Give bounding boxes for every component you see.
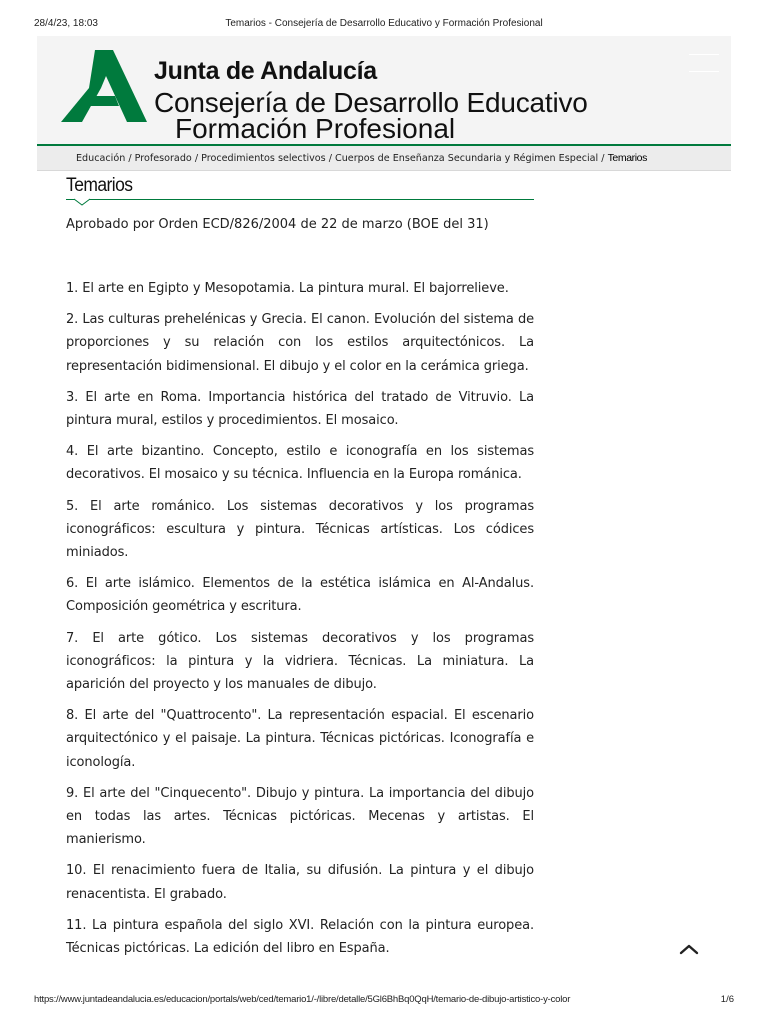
department-subtitle: Formación Profesional — [175, 113, 456, 144]
breadcrumb-current: Temarios — [607, 152, 647, 164]
breadcrumb-item-procedimientos[interactable]: Procedimientos selectivos — [201, 153, 326, 164]
print-page-number: 1/6 — [720, 994, 734, 1005]
topic-item: 3. El arte en Roma. Importancia histórica del tratado de Vitruvio. La pintura mural, estilos y procedimientos. El mosaico. — [66, 389, 534, 429]
site-banner — [37, 36, 731, 144]
topic-item: 1. El arte en Egipto y Mesopotamia. La pintura mural. El bajorrelieve. — [66, 281, 509, 296]
topics-list — [66, 277, 534, 968]
topic-item: 7. El arte gótico. Los sistemas decorativos y los programas iconográficos: la pintura y la vidriera. Técnicas. La miniatura. La aparición del proyecto y los manuales de dibujo. — [66, 630, 534, 693]
title-underline — [66, 199, 534, 200]
print-footer — [0, 994, 768, 1008]
menu-icon-bar-2 — [689, 71, 719, 72]
topic-item: 11. La pintura española del siglo XVI. Relación con la pintura europea. Técnicas pictóricas. La edición del libro en España. — [66, 917, 534, 957]
department-name: Consejería de Desarrollo Educativo — [154, 87, 588, 118]
print-date: 28/4/23, 18:03 — [34, 18, 98, 29]
print-title: Temarios - Consejería de Desarrollo Educativo y Formación Profesional — [225, 18, 543, 29]
print-header — [0, 18, 768, 32]
brand-name: Junta de Andalucía — [154, 57, 377, 85]
topic-item: 8. El arte del "Quattrocento". La representación espacial. El escenario arquitectónico y el paisaje. La pintura. Técnicas pictóricas. Iconografía e iconología. — [66, 708, 534, 770]
page-title: Temarios — [66, 175, 133, 196]
topic-item: 5. El arte románico. Los sistemas decorativos y los programas iconográficos: escultura y pintura. Técnicas artísticas. Los códices miniados. — [66, 498, 534, 561]
breadcrumb — [37, 146, 731, 171]
scroll-to-top-button[interactable] — [676, 940, 702, 958]
breadcrumb-item-profesorado[interactable]: Profesorado — [134, 153, 192, 164]
topic-item: 4. El arte bizantino. Concepto, estilo e iconografía en los sistemas decorativos. El mosaico y su técnica. Influencia en la Europa románica. — [66, 444, 534, 483]
breadcrumb-separator: / — [325, 153, 336, 164]
topic-item: 9. El arte del "Cinquecento". Dibujo y pintura. La importancia del dibujo en todas las artes. Técnicas pictóricas. Mecenas y artistas. El manierismo. — [66, 785, 534, 848]
breadcrumb-separator: / — [191, 153, 202, 164]
intro-text: Aprobado por Orden ECD/826/2004 de 22 de marzo (BOE del 31) — [66, 217, 489, 232]
breadcrumb-item-cuerpos[interactable]: Cuerpos de Enseñanza Secundaria y Régimen Especial — [335, 153, 599, 164]
breadcrumb-separator: / — [598, 153, 608, 164]
breadcrumb-separator: / — [125, 153, 135, 164]
menu-icon-bar-1 — [689, 54, 719, 55]
print-url: https://www.juntadeandalucia.es/educacion/portals/web/ced/temario1/-/libre/detalle/5Gl6BhBq0QqH/temario-de-dibujo-artistico-y-color — [34, 994, 571, 1005]
topic-item: 6. El arte islámico. Elementos de la estética islámica en Al-Andalus. Composición geométrica y escritura. — [66, 576, 534, 615]
breadcrumb-item-educacion[interactable]: Educación — [76, 153, 126, 164]
junta-andalucia-logo[interactable] — [59, 46, 149, 126]
topic-item: 10. El renacimiento fuera de Italia, su difusión. La pintura y el dibujo renacentista. El grabado. — [66, 863, 534, 902]
logo-icon — [59, 46, 149, 126]
chevron-up-icon — [676, 940, 702, 958]
title-notch-icon — [74, 199, 90, 207]
topic-item: 2. Las culturas prehelénicas y Grecia. El canon. Evolución del sistema de proporciones y su relación con los estilos arquitectónicos. La representación bidimensional. El dibujo y el color en la cerámica griega. — [66, 312, 534, 374]
